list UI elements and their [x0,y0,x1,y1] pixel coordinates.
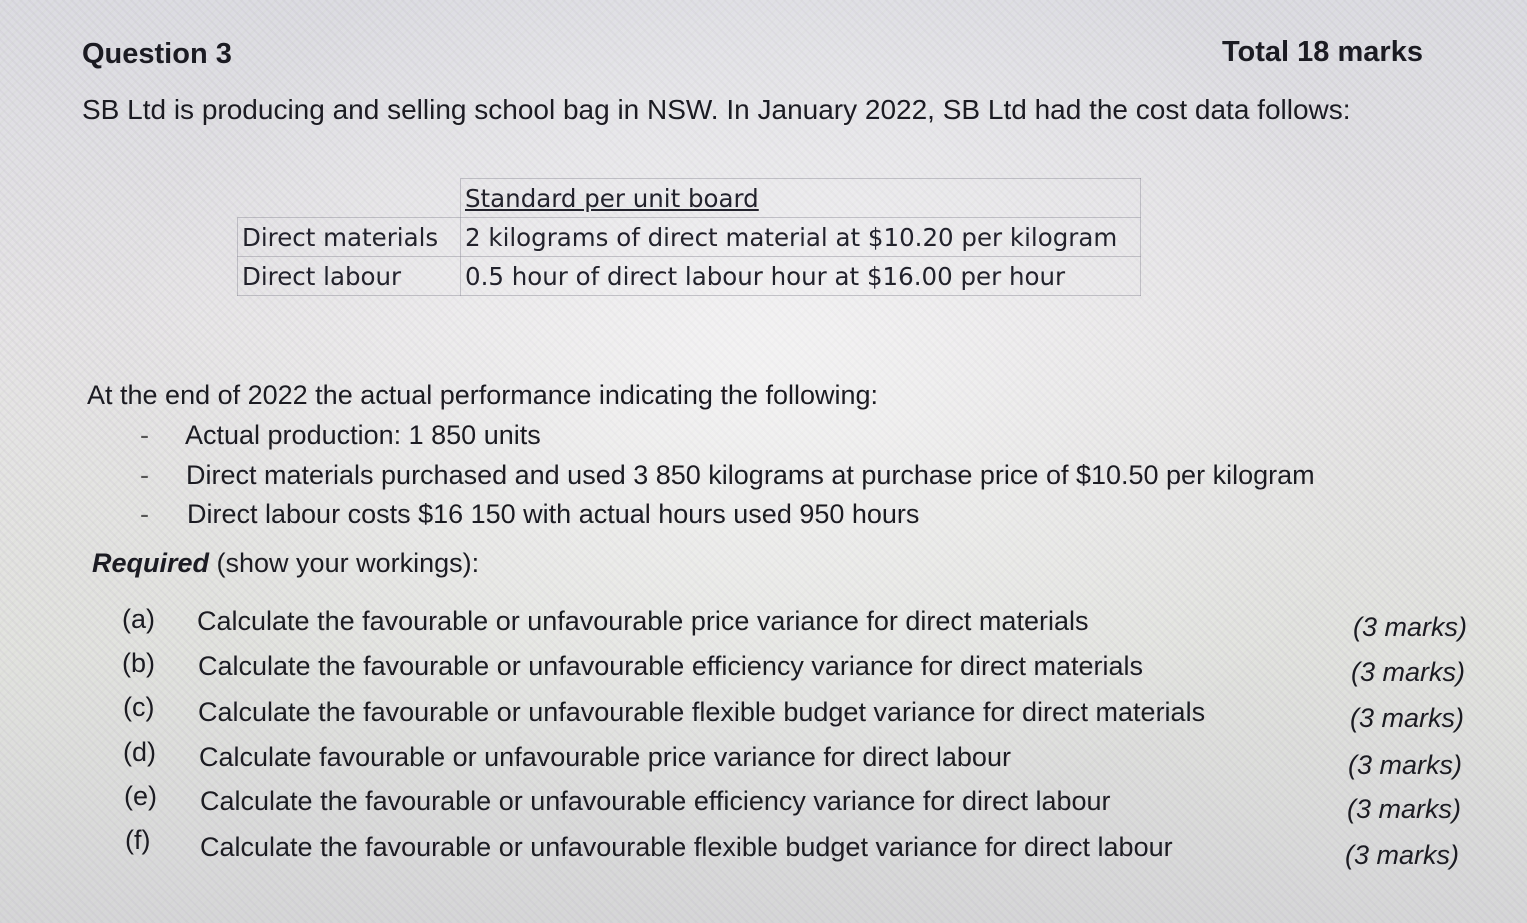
requirement-text: Calculate the favourable or unfavourable flexible budget variance for direct labour [200,832,1173,862]
requirement-marks: (3 marks) [1350,703,1464,733]
total-marks: Total 18 marks [1222,36,1423,68]
bullet-dash: - [140,499,149,529]
table-header-row [238,179,1141,218]
bullet-dash: - [140,420,149,450]
standard-cost-table [237,178,1141,296]
question-title: Question 3 [82,38,232,70]
required-heading [92,548,479,579]
table-row [238,218,1141,257]
requirement-text: Calculate the favourable or unfavourable flexible budget variance for direct materials [198,697,1206,727]
actual-performance-intro: At the end of 2022 the actual performance indicating the following: [87,380,879,410]
requirement-marks: (3 marks) [1353,612,1467,642]
row-value-direct-labour: 0.5 hour of direct labour hour at $16.00 per hour [461,257,1141,296]
table-row [238,257,1141,296]
required-note: (show your workings): [209,548,480,578]
requirement-letter: (d) [123,737,156,767]
row-value-direct-materials: 2 kilograms of direct material at $10.20 per kilogram [461,218,1141,257]
requirement-letter: (a) [122,604,155,634]
requirement-marks: (3 marks) [1345,840,1459,870]
requirement-marks: (3 marks) [1348,750,1462,780]
requirement-marks: (3 marks) [1351,657,1465,687]
table-header-label: Standard per unit board [465,183,759,213]
intro-paragraph: SB Ltd is producing and selling school bag in NSW. In January 2022, SB Ltd had the cost data follows: [82,94,1351,125]
required-label: Required [92,548,210,578]
requirement-text: Calculate the favourable or unfavourable efficiency variance for direct labour [200,786,1111,816]
requirement-letter: (e) [124,781,157,811]
requirement-text: Calculate the favourable or unfavourable price variance for direct materials [197,606,1089,636]
bullet-dash: - [140,460,149,490]
requirement-marks: (3 marks) [1347,794,1461,824]
row-label-direct-materials: Direct materials [238,218,461,257]
row-label-direct-labour: Direct labour [238,257,461,296]
requirement-letter: (b) [122,648,155,678]
actual-item-materials: Direct materials purchased and used 3 850 kilograms at purchase price of $10.50 per kilogram [186,460,1315,490]
actual-item-labour: Direct labour costs $16 150 with actual hours used 950 hours [187,499,920,529]
actual-item-production: Actual production: 1 850 units [185,420,541,450]
requirement-text: Calculate the favourable or unfavourable efficiency variance for direct materials [198,651,1143,681]
table-header-cell [461,179,1141,218]
requirement-letter: (c) [123,692,155,722]
table-corner-cell [238,179,461,218]
requirement-letter: (f) [125,825,151,855]
requirement-text: Calculate favourable or unfavourable price variance for direct labour [199,742,1011,772]
